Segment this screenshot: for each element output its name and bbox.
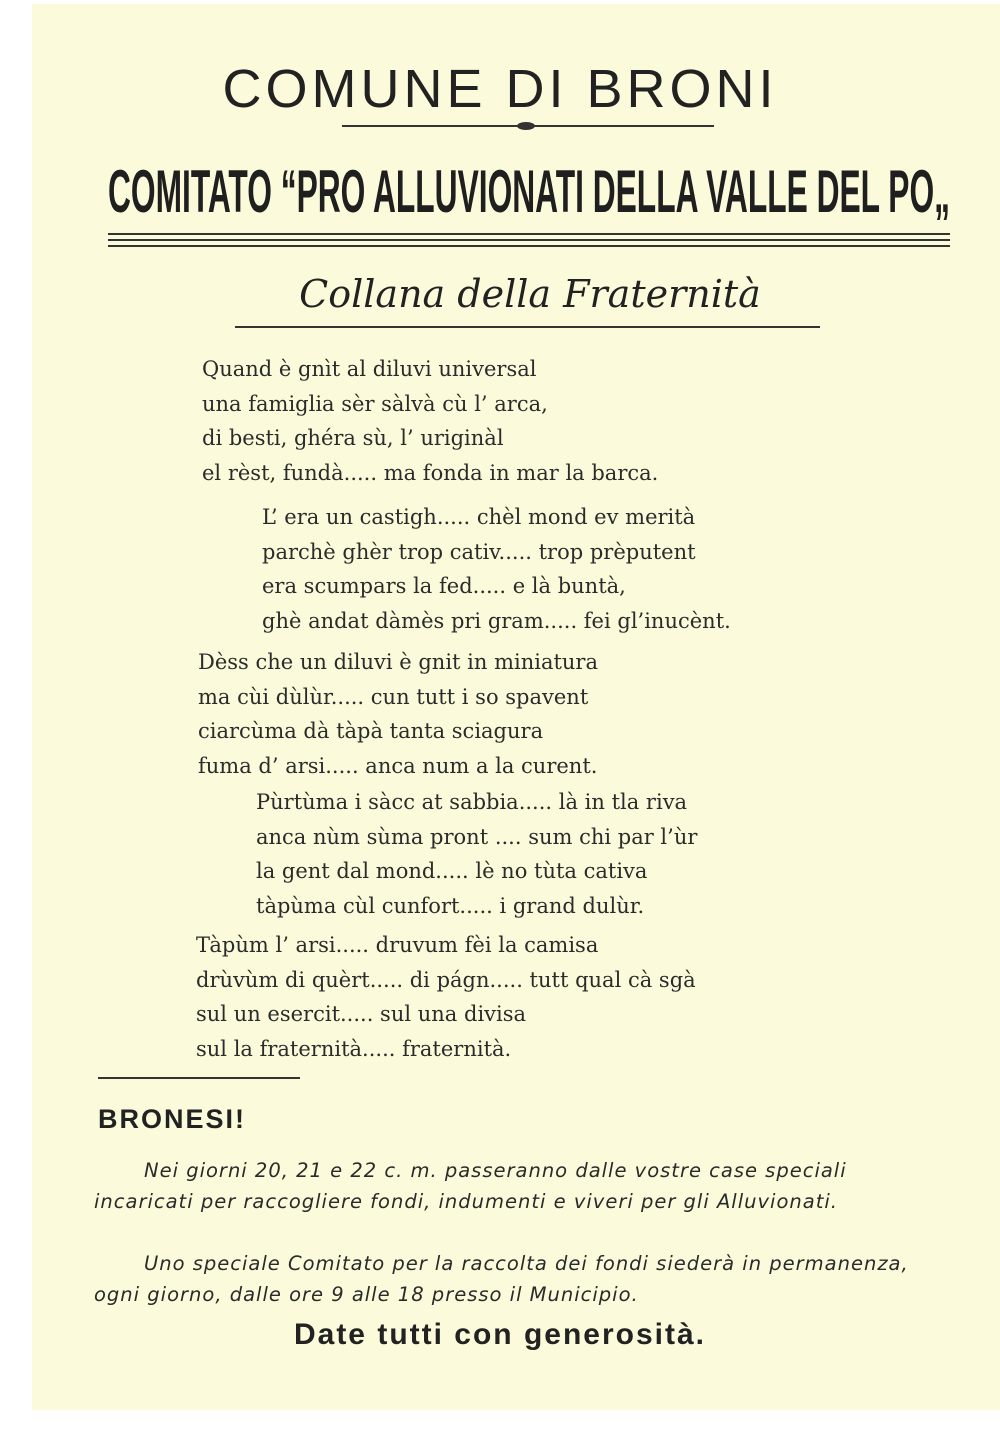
poem-stanza: [262, 500, 731, 638]
poem-line: tàpùma cùl cunfort..... i grand dulùr.: [256, 893, 645, 918]
poem-stanza: [196, 928, 696, 1066]
collection-underline: [235, 326, 820, 328]
divider: [108, 239, 950, 241]
poem-line: el rèst, fundà..... ma fonda in mar la barca.: [202, 460, 659, 485]
poem-line: drùvùm di quèrt..... di págn..... tutt qual cà sgà: [196, 967, 696, 992]
appeal-paragraph: Nei giorni 20, 21 e 22 c. m. passeranno dalle vostre case speciali incaricati per raccogliere fondi, indumenti e viveri per gli Alluvionati.: [94, 1159, 847, 1213]
appeal-paragraph: Uno speciale Comitato per la raccolta dei fondi siederà in permanenza, ogni giorno, dalle ore 9 alle 18 presso il Municipio.: [94, 1252, 909, 1306]
poem-line: anca nùm sùma pront .... sum chi par l’ùr: [256, 824, 698, 849]
poem-stanza: [198, 645, 598, 783]
poem-line: Quand è gnìt al diluvi universal: [202, 357, 537, 381]
poem-line: sul la fraternità..... fraternità.: [196, 1036, 512, 1061]
committee-title-wrapper: [108, 150, 950, 220]
poem-line: ciarcùma dà tàpà tanta sciagura: [198, 719, 544, 743]
committee-title: COMITATO “PRO ALLUVIONATI DELLA VALLE DEL PO„: [108, 158, 950, 220]
collection-title: Collana della Fraternità: [299, 272, 761, 316]
poem-line: parchè ghèr trop cativ..... trop prèputent: [262, 539, 696, 564]
page-title: COMUNE DI BRONI: [222, 59, 778, 119]
poem-line: di besti, ghéra sù, l’ uriginàl: [202, 426, 504, 450]
poem-line: Tàpùm l’ arsi..... druvum fèi la camisa: [196, 933, 599, 957]
poem-line: la gent dal mond..... lè no tùta cativa: [256, 859, 648, 883]
poem-stanza: [256, 785, 697, 923]
poem-line: Pùrtùma i sàcc at sabbia..... là in tla riva: [256, 790, 688, 814]
poem-line: ma cùi dùlùr..... cun tutt i so spavent: [198, 684, 589, 709]
poem-stanza: [202, 352, 658, 490]
divider: [108, 245, 950, 247]
poem-line: sul un esercit..... sul una divisa: [196, 1002, 527, 1026]
closing-line: Date tutti con generosità.: [293, 1318, 707, 1351]
poem-line: una famiglia sèr sàlvà cù l’ arca,: [202, 391, 548, 416]
ornamental-divider: [342, 125, 714, 127]
poem-line: ghè andat dàmès pri gram..... fei gl’inucènt.: [262, 608, 731, 633]
appeal-heading: BRONESI!: [98, 1104, 247, 1134]
poem-line: era scumpars la fed..... e là buntà,: [262, 574, 626, 598]
poem-line: Dèss che un diluvi è gnit in miniatura: [198, 650, 598, 674]
poem-line: L’ era un castigh..... chèl mond ev merità: [262, 505, 696, 529]
poem-line: fuma d’ arsi..... anca num a la curent.: [198, 753, 598, 778]
divider: [98, 1077, 300, 1079]
divider: [108, 233, 950, 235]
